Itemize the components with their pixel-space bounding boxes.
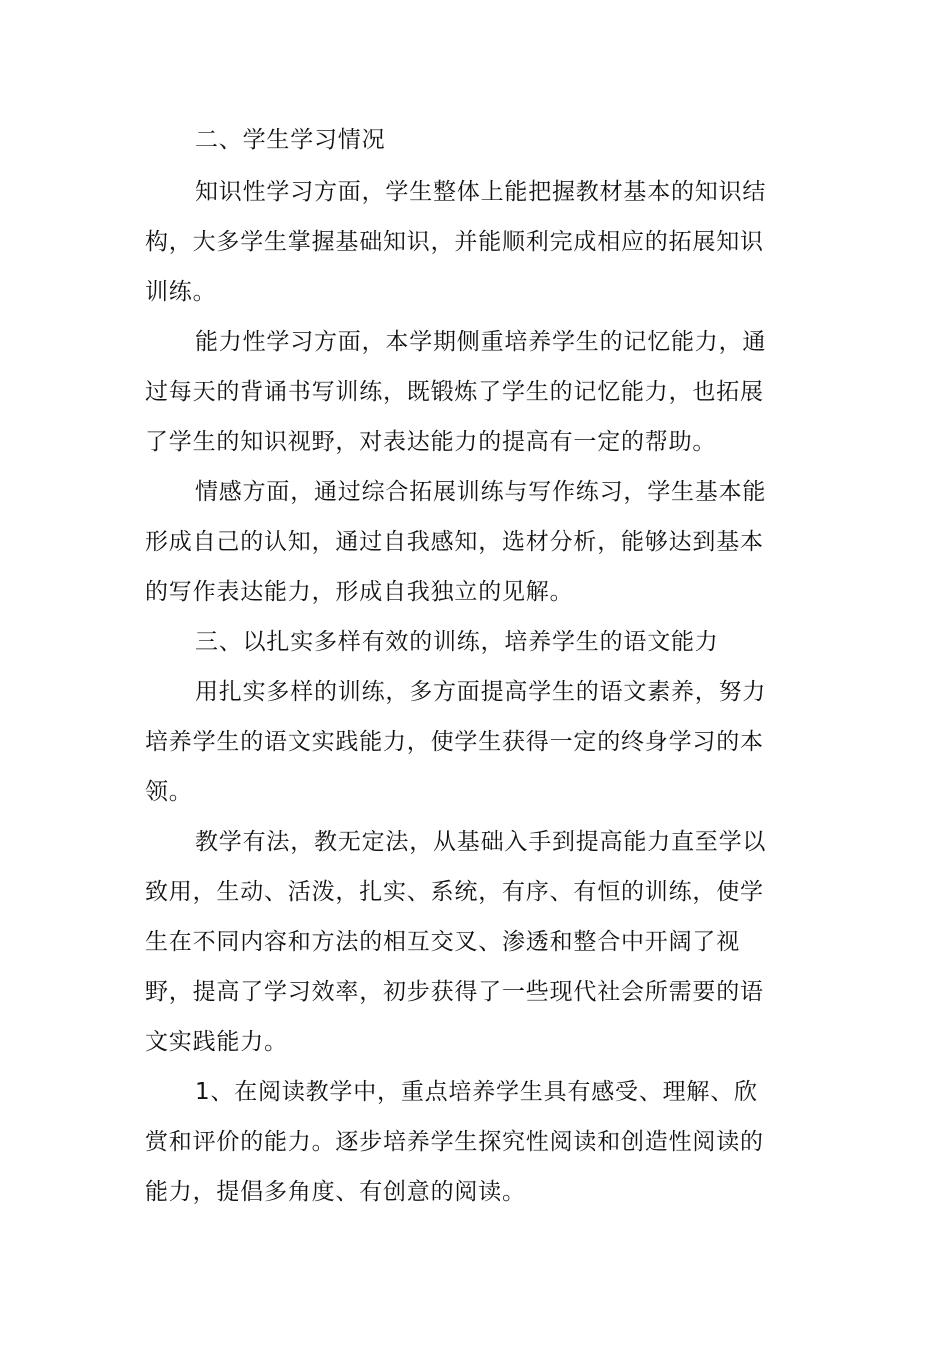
paragraph-line: 赏和评价的能力。逐步培养学生探究性阅读和创造性阅读的 [145,1129,764,1155]
paragraph-line: 1、在阅读教学中，重点培养学生具有感受、理解、欣 [195,1079,758,1105]
paragraph-line: 用扎实多样的训练，多方面提高学生的语文素养，努力 [195,679,767,705]
paragraph-line: 构，大多学生掌握基础知识，并能顺利完成相应的拓展知识 [145,229,764,255]
paragraph-line: 形成自己的认知，通过自我感知，选材分析，能够达到基本 [145,529,764,555]
paragraph-line: 野，提高了学习效率，初步获得了一些现代社会所需要的语 [145,979,764,1005]
paragraph-line: 培养学生的语文实践能力，使学生获得一定的终身学习的本 [145,729,764,755]
paragraph-line: 知识性学习方面，学生整体上能把握教材基本的知识结 [195,179,767,205]
paragraph-line: 能力性学习方面，本学期侧重培养学生的记忆能力，通 [195,329,767,355]
paragraph-line: 了学生的知识视野，对表达能力的提高有一定的帮助。 [145,429,717,455]
paragraph-line: 文实践能力。 [145,1029,288,1055]
paragraph-line: 的写作表达能力，形成自我独立的见解。 [145,579,574,605]
paragraph-line: 能力，提倡多角度、有创意的阅读。 [145,1179,526,1205]
section-heading-language-ability: 三、以扎实多样有效的训练，培养学生的语文能力 [195,629,719,655]
paragraph-line: 生在不同内容和方法的相互交叉、渗透和整合中开阔了视 [145,929,740,955]
paragraph-line: 致用，生动、活泼，扎实、系统，有序、有恒的训练，使学 [145,879,764,905]
paragraph-line: 教学有法，教无定法，从基础入手到提高能力直至学以 [195,829,767,855]
paragraph-line: 过每天的背诵书写训练，既锻炼了学生的记忆能力，也拓展 [145,379,764,405]
paragraph-line: 领。 [145,779,193,805]
section-heading-student-learning: 二、学生学习情况 [195,127,386,153]
paragraph-line: 训练。 [145,279,217,305]
paragraph-line: 情感方面，通过综合拓展训练与写作练习，学生基本能 [195,479,767,505]
